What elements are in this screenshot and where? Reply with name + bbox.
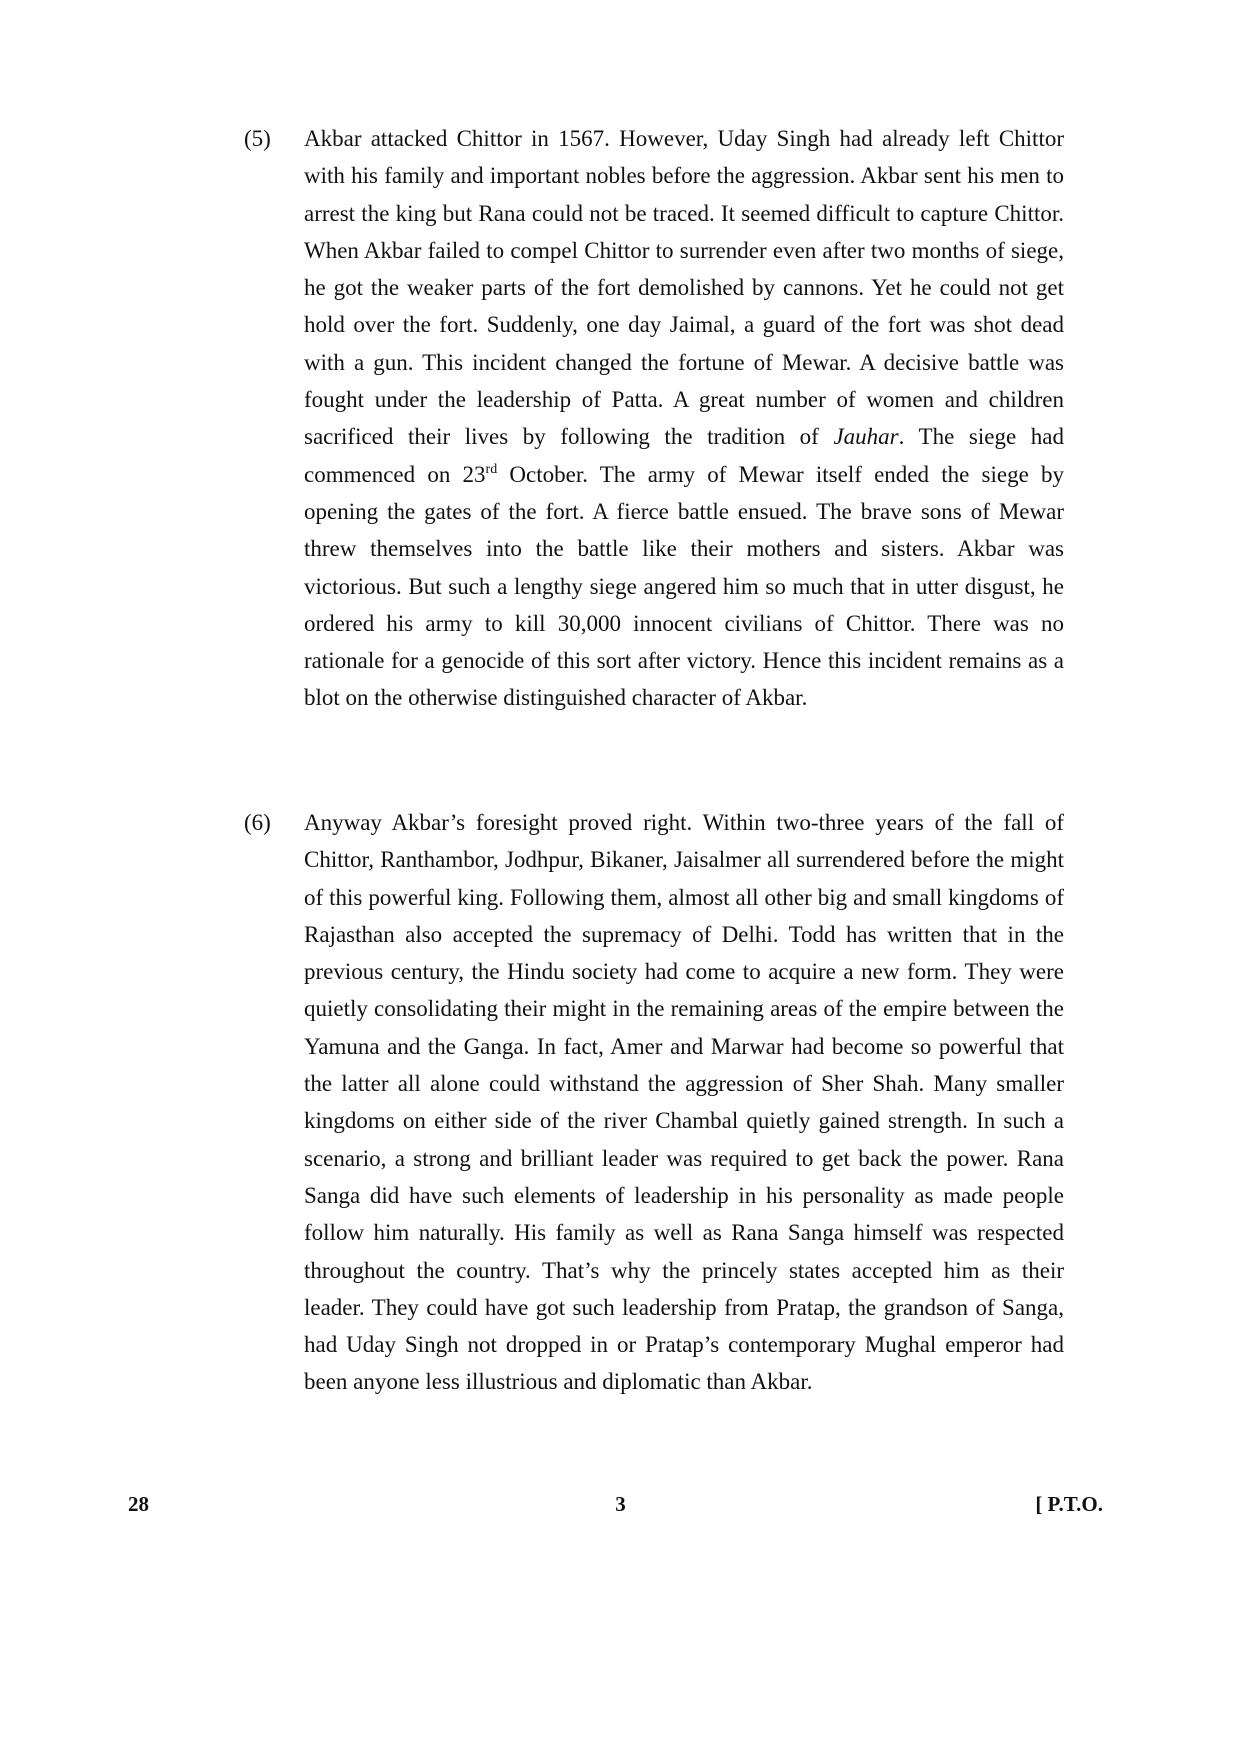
- ordinal-suffix: rd: [485, 461, 498, 477]
- paragraph-number: (5): [244, 126, 271, 151]
- paragraph-text-part: . The siege had commenced on 23: [304, 424, 1064, 487]
- paragraph-text: [304, 120, 1064, 717]
- paragraph-text: Anyway Akbar’s foresight proved right. Within two-three years of the fall of Chittor, Ranthambor, Jodhpur, Bikaner, Jaisalmer all surrendered before the might of this powerful king. Following them, almost all other big and small kingdoms of Rajasthan also accepted the supremacy of Delhi. Todd has written that in the previous century, the Hindu society had come to acquire a new form. They were quietly consolidating their might in the remaining areas of the empire between the Yamuna and the Ganga. In fact, Amer and Marwar had become so powerful that the latter all alone could withstand the aggression of Sher Shah. Many smaller kingdoms on either side of the river Chambal quietly gained strength. In such a scenario, a strong and brilliant leader was required to get back the power. Rana Sanga did have such elements of leadership in his personality as made people follow him naturally. His family as well as Rana Sanga himself was respected throughout the country. That’s why the princely states accepted him as their leader. They could have got such leadership from Pratap, the grandson of Sanga, had Uday Singh not dropped in or Pratap’s contemporary Mughal emperor had been anyone less illustrious and diplomatic than Akbar.: [304, 810, 1064, 1395]
- paragraph-text-part: Akbar attacked Chittor in 1567. However, Uday Singh had already left Chittor with his family and important nobles before the aggression. Akbar sent his men to arrest the king but Rana could not be traced. It seemed difficult to capture Chittor. When Akbar failed to compel Chittor to surrender even after two months of siege, he got the weaker parts of the fort demolished by cannons. Yet he could not get hold over the fort. Suddenly, one day Jaimal, a guard of the fort was shot dead with a gun. This incident changed the fortune of Mewar. A decisive battle was fought under the leadership of Patta. A great number of women and children sacrificed their lives by following the tradition of: [304, 126, 1064, 450]
- paragraph-text-part: October. The army of Mewar itself ended the siege by opening the gates of the fort. A fierce battle ensued. The brave sons of Mewar threw themselves into the battle like their mothers and sisters. Akbar was victorious. But such a lengthy siege angered him so much that in utter disgust, he ordered his army to kill 30,000 innocent civilians of Chittor. There was no rationale for a genocide of this sort after victory. Hence this incident remains as a blot on the otherwise distinguished character of Akbar.: [304, 461, 1064, 711]
- paragraph-number: (6): [244, 810, 271, 835]
- please-turn-over: [ P.T.O.: [1035, 1492, 1103, 1516]
- paper-code: 28: [128, 1492, 149, 1516]
- page-number: 3: [615, 1492, 626, 1516]
- italic-term: Jauhar: [833, 424, 899, 450]
